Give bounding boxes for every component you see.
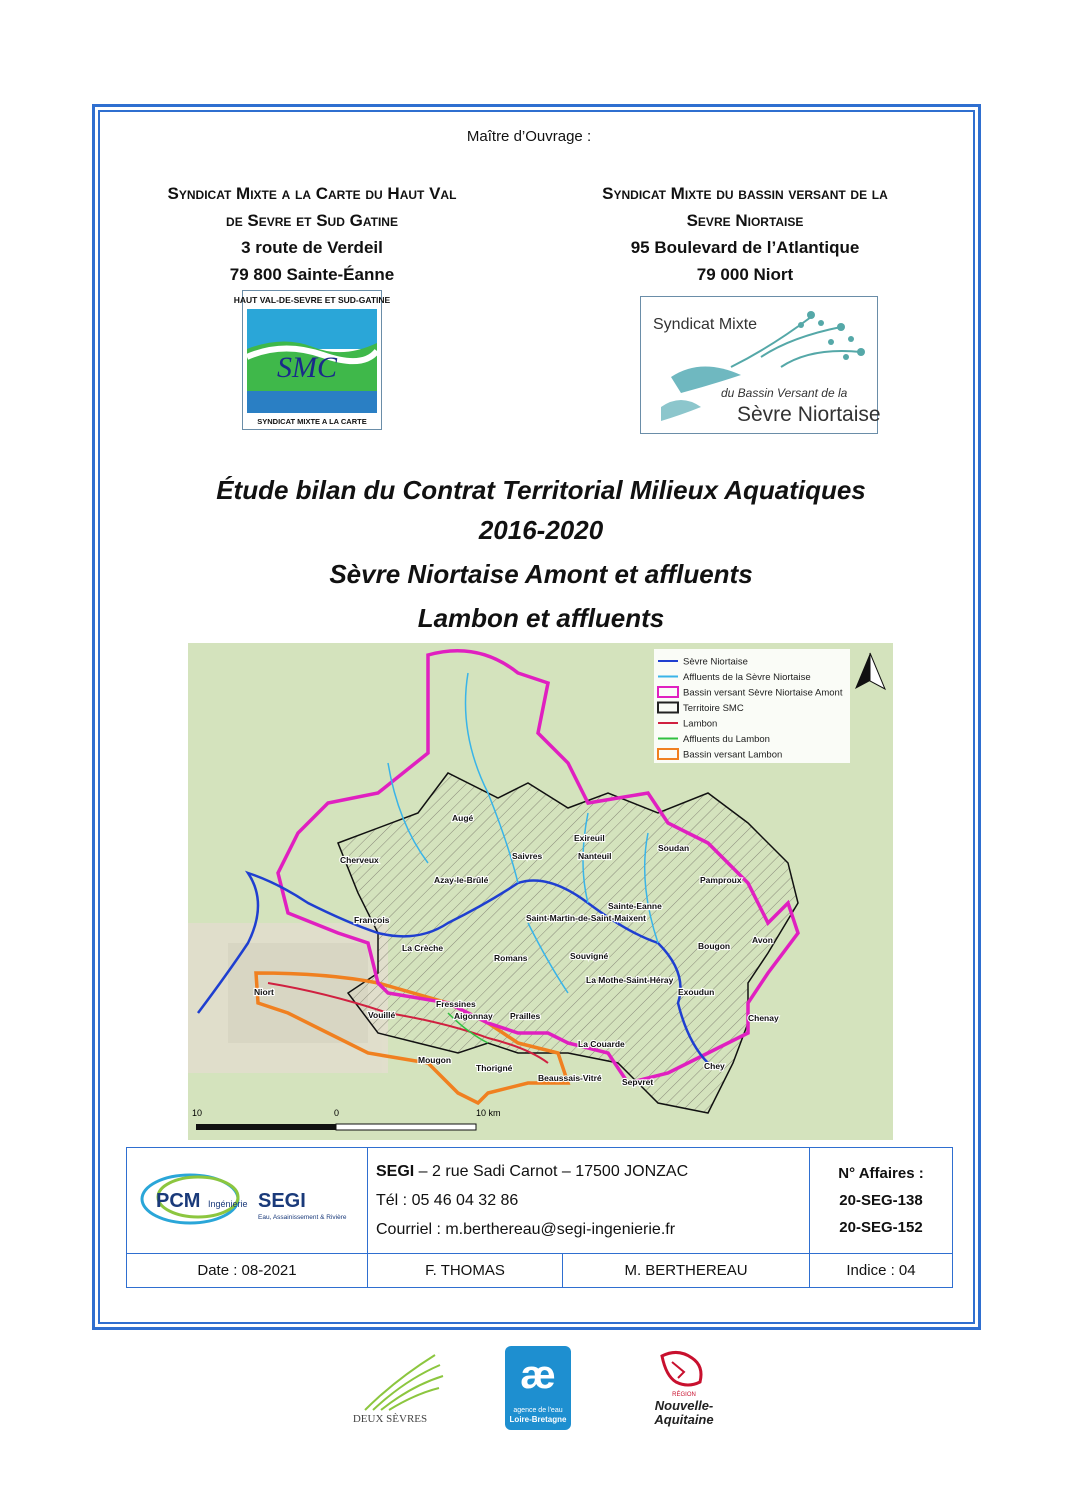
map-place-label: Saint-Martin-de-Saint-Maixent (526, 913, 646, 923)
company-address: – 2 rue Sadi Carnot – 17500 JONZAC (414, 1163, 689, 1180)
map-place-label: Exoudun (678, 987, 715, 997)
logo-ingenierie: Ingénierie (208, 1199, 248, 1209)
map-place-label: Bougon (698, 941, 731, 951)
map-place-label: Exireuil (574, 833, 605, 843)
map-place-label: Sepvret (622, 1077, 654, 1087)
org-right-city: 79 000 Niort (696, 265, 794, 284)
maitre-ouvrage-label: Maître d’Ouvrage : (466, 128, 592, 145)
map-place-label: Sainte-Eanne (608, 901, 662, 911)
company-name: SEGI (376, 1163, 415, 1180)
map-place-label: La Couarde (578, 1039, 625, 1049)
map-place-label: Soudan (658, 843, 690, 853)
smc-logo-bottom-text: SYNDICAT MIXTE A LA CARTE (257, 417, 367, 426)
map-place-label: Romans (494, 953, 528, 963)
legend-label: Bassin versant Sèvre Niortaise Amont (683, 687, 843, 699)
svg-text:æ: æ (520, 1353, 556, 1397)
sn-logo-line2: du Bassin Versant de la (721, 386, 848, 400)
map-place-label: Thorigné (476, 1063, 513, 1073)
affaire-2: 20-SEG-152 (839, 1219, 923, 1236)
legend-label: Lambon (683, 718, 718, 730)
agence-eau-logo (505, 1346, 571, 1430)
affaires-cell (810, 1148, 953, 1254)
map-place-label: Mougon (418, 1055, 452, 1065)
deux-sevres-text: DEUX SÈVRES (352, 1413, 428, 1425)
company-phone: Tél : 05 46 04 32 86 (376, 1192, 519, 1209)
org-left-block (112, 180, 512, 288)
map-place-label: Prailles (510, 1011, 541, 1021)
map-place-label: Chenay (748, 1013, 779, 1023)
title-line-4: Lambon et affluents (417, 603, 665, 633)
affaires-label: N° Affaires : (838, 1165, 924, 1182)
indice-cell: Indice : 04 (810, 1254, 953, 1288)
org-left-city: 79 800 Sainte-Éanne (229, 265, 395, 284)
org-right-address: 95 Boulevard de l’Atlantique (630, 238, 860, 257)
sn-logo-line1: Syndicat Mixte (653, 316, 758, 333)
deux-sevres-logo (335, 1350, 445, 1430)
map-place-label: Azay-le-Brûlé (434, 875, 489, 885)
legend-label: Sèvre Niortaise (683, 656, 748, 668)
author-1-cell: F. THOMAS (368, 1254, 563, 1288)
map-place-label: Nanteuil (578, 851, 612, 861)
contact-cell (368, 1148, 810, 1254)
scale-label-mid: 0 (334, 1108, 340, 1118)
company-logo-cell (127, 1148, 368, 1254)
map-place-label: Saivres (512, 851, 543, 861)
legend-label: Bassin versant Lambon (683, 749, 783, 761)
map-place-label: Fressines (436, 999, 476, 1009)
region-text-1: RÉGION (672, 1392, 696, 1398)
map-place-label: Augé (452, 813, 474, 823)
map-place-label: François (354, 915, 390, 925)
org-left-name-2: de Sevre et Sud Gatine (226, 211, 398, 230)
smc-logo-top-text: HAUT VAL-DE-SEVRE ET SUD-GATINE (233, 295, 391, 305)
map-place-label: Niort (254, 987, 274, 997)
map-place-label: Souvigné (570, 951, 609, 961)
map-place-label: La Crèche (402, 943, 444, 953)
sn-logo-line3: Sèvre Niortaise (737, 403, 881, 426)
info-table (126, 1147, 953, 1288)
agence-text-1: agence de l'eau (513, 1407, 563, 1414)
logo-pcm: PCM (156, 1190, 201, 1212)
smc-logo (233, 290, 391, 430)
legend-label: Affluents de la Sèvre Niortaise (683, 672, 811, 683)
sevre-niortaise-logo (640, 296, 881, 434)
map-place-label: Vouillé (368, 1010, 396, 1020)
region-text-2: Nouvelle- (654, 1398, 714, 1413)
org-right-block (545, 180, 945, 288)
region-text-3: Aquitaine (654, 1412, 714, 1427)
map-place-label: Avon (752, 935, 773, 945)
agence-text-2: Loire-Bretagne (509, 1415, 567, 1424)
org-left-name-1: Syndicat Mixte a la Carte du Haut Val (167, 184, 457, 203)
author-2-cell: M. BERTHEREAU (563, 1254, 810, 1288)
org-left-address: 3 route de Verdeil (241, 238, 383, 257)
pcm-segi-logo (128, 1149, 366, 1247)
scale-bar (196, 1124, 476, 1130)
logo-segi-sub: Eau, Assainissement & Rivière (258, 1214, 347, 1221)
title-line-2: 2016-2020 (478, 515, 604, 545)
affaire-1: 20-SEG-138 (839, 1192, 923, 1209)
date-cell: Date : 08-2021 (127, 1254, 368, 1288)
scale-label-left: 10 (192, 1108, 203, 1118)
legend-label: Affluents du Lambon (683, 734, 770, 745)
company-email: Courriel : m.berthereau@segi-ingenierie.fr (376, 1221, 676, 1238)
map-place-label: La Mothe-Saint-Héray (586, 975, 674, 985)
map-place-label: Beaussais-Vitré (538, 1073, 602, 1083)
map-place-label: Chey (704, 1061, 725, 1071)
map-place-label: Cherveux (340, 855, 379, 865)
org-right-name-2: Sevre Niortaise (686, 211, 804, 230)
org-right-name-1: Syndicat Mixte du bassin versant de la (602, 184, 888, 203)
logo-segi: SEGI (258, 1190, 306, 1212)
map-place-label: Pamproux (700, 875, 742, 885)
nouvelle-aquitaine-logo (648, 1348, 724, 1430)
title-line-1: Étude bilan du Contrat Territorial Milieux Aquatiques (216, 475, 866, 505)
watershed-map (188, 643, 893, 1140)
legend-label: Territoire SMC (683, 703, 744, 714)
map-place-label: Aigonnay (454, 1011, 493, 1021)
title-line-3: Sèvre Niortaise Amont et affluents (329, 559, 753, 589)
scale-label-right: 10 km (476, 1108, 501, 1118)
smc-logo-mid-text: SMC (277, 351, 337, 384)
